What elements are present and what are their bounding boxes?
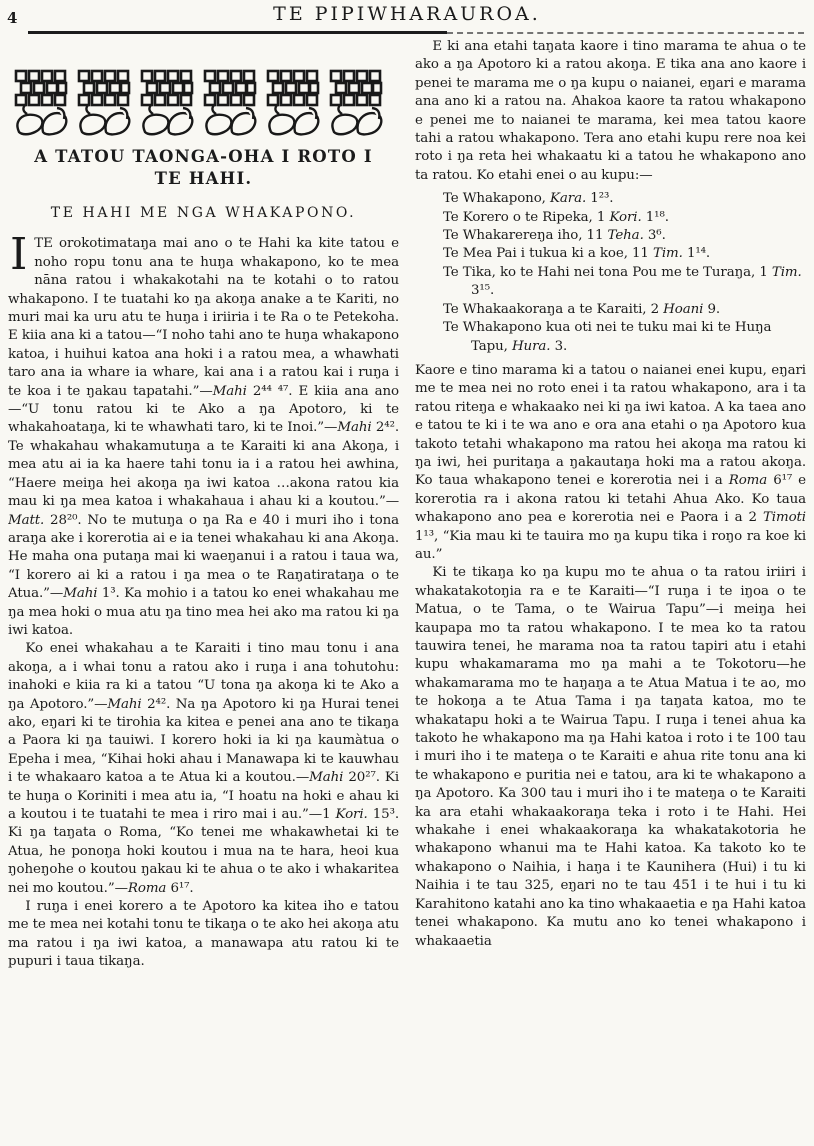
article-title-line1: A TATOU TAONGA-OHA I ROTO I [34, 147, 373, 166]
body-paragraph: Ki te tikaŋa ko ŋa kupu mo te ahua o ta ratou iriiri i whakatakotoŋia ra e te Karaiti—“I ruŋa i te iŋoa o te Matua, o te Tama, o te Wairua Tapu”—i meiŋa hei kaupapa mo ta ratou whakapono. I te mea ko ta ratou tauwira tenei, he marama noa ta ratou tapiri atu i etahi kupu whakamarama mo ŋa mahi a te Tokotoru—he whakamarama mo te haŋaŋa a te Atua Matua i te ao, mo te hokoŋa a te Atua Tama i ŋa taŋata katoa, mo te whakatapu hoki a te Wairua Tapu. I ruŋa i tenei ahua ka takoto he whakapono ma ŋa Hahi katoa i roto i te 100 tau i muri iho i te mateŋa o te Karaiti e ahua rite tonu ana ki te whakapono e puritia nei e tatou, ara ki te whakapono a ŋa Apotoro. Ka 300 tau i muri iho i te mateŋa o te Karaiti ka ara etahi whakaakoraŋa teka i roto i te Hahi. Hei whakahe i enei whakaakoraŋa ka whakatakotoria he whakapono whanui ma te Hahi katoa. Ka takoto ko te whakapono o Naihia, i haŋa i te Kaunihera (Hui) i tu ki Naihia i te tau 325, eŋari no te tau 451 i te hui i tu ki Karahitono katahi ano ka tino whakaaetia e ŋa Hahi katoa tenei whakapono. Ka mutu ano ko tenei whakapono i whakaaetia [415, 565, 806, 949]
page-number: 4 [7, 9, 18, 27]
scripture-item: Te Whakarereŋa iho, 11 Teha. 3⁶. [443, 228, 666, 244]
body-paragraph [8, 229, 399, 640]
body-paragraph: I ruŋa i enei korero a te Apotoro ka kitea iho e tatou me te mea nei kotahi tonu te tikaŋa o te ako hei akoŋa atu ma ratou i ŋa iwi katoa, a manawapa atu ratou ki te pupuri i taua tikaŋa. [8, 899, 399, 970]
page-header [0, 0, 814, 30]
scripture-item: Te Whakaakoraŋa a te Karaiti, 2 Hoani 9. [443, 301, 721, 317]
paragraph-text: TE orokotimataŋa mai ano o te Hahi ka kite tatou e noho ropu tonu ana te huŋa whakapono, ko te mea nāna ratou i whakakotahi na te kotahi o to ratou whakapono. I te tuatahi ko ŋa akoŋa anake a te Kariti, no muri mai ka uru atu te huŋa i iriiria i te Ra o te Petekoha. E kiia ana ki a tatou—“I noho tahi ano te huŋa whakapono katoa, i huihui katoa ana hoki i a ratou mea, a whawhati taro ana ia whare ia whare, kai ana i a ratou kai i ruŋa i te koa i te ŋakau tapatahi.”—Mahi 2⁴⁴ ⁴⁷. E kiia ana ano—“U tonu ratou ki te Ako a ŋa Apotoro, ki te whakahoataŋa, ki te whawhati taro, ki te Inoi.”—Mahi 2⁴². Te whakahau whakamutuŋa a te Karaiti ki ana Akoŋa, i mea atu ai ia ka haere tahi tonu ia i a ratou hei awhina, “Haere meiŋa hei akoŋa ŋa iwi katoa …akona ratou kia mau ki ŋa mea katoa i whakahaua i ahau ki a koutou.”—Matt. 28²⁰. No te mutuŋa o ŋa Ra e 40 i muri iho i tona araŋa ake i korerotia ai e ia tenei whakahau ki ana Akoŋa. He maha ona putaŋa mai ki waeŋanui i a ratou i taua wa, “I korero ai ki a ratou i ŋa mea o te Raŋatirataŋa o te Atua.”—Mahi 1³. Ka mohio i a tatou ko enei whakahau me ŋa mea hoki o mua atu ŋa tino mea hei ako ma ratou ki ŋa iwi katoa. [8, 236, 399, 638]
drop-cap: I [10, 229, 28, 281]
header-ornament [12, 68, 389, 138]
body-paragraph: Ko enei whakahau a te Karaiti i tino mau tonu i ana akoŋa, a i whai tonu a ratou ako i ruŋa i ana tohutohu: inahoki e kiia ra ki a tatou “U tona ŋa akoŋa ki te Ako a ŋa Apotoro.”—Mahi 2⁴². Na ŋa Apotoro ki ŋa Hurai tenei ako, eŋari ki te tirohia ka kitea e penei ana ano te tikaŋa a Paora ki ŋa tauiwi. I korero hoki ia ki ŋa kaumàtua o Epeha i mea, “Kihai hoki ahau i Manawapa ki te kauwhau i te whakaaro katoa a te Atua ki a koutou.—Mahi 20²⁷. Ki te huŋa o Koriniti i mea atu ia, “I hoatu na hoki e ahau ki a koutou i te tuatahi te mea i riro mai i au.”—1 Kori. 15³. Ki ŋa taŋata o Roma, “Ko tenei me whakawhetai ki te Atua, he ponoŋa hoki koutou i mua na te hara, heoi kua ŋoheŋohe o koutou ŋakau ki te ahua o te ako i whakaritea nei mo koutou.”—Roma 6¹⁷. [8, 641, 399, 896]
scripture-item: Te Korero o te Ripeka, 1 Kori. 1¹⁸. [443, 209, 669, 225]
ornament-block-icon [12, 68, 70, 138]
body-paragraph: Kaore e tino marama ki a tatou o naianei enei kupu, eŋari me te mea nei no roto enei i ta ratou whakapono, ara i ta ratou riteŋa e whakaako nei ki ŋa iwi katoa. A ka taea ano e tatou te ki i te wa ano e ora ana etahi o ŋa Apotoro kua takoto tetahi whakapono ma ratou hei akoŋa ma ratou ki ŋa iwi, hei puritaŋa a ŋakautaŋa hoki ma a ratou akoŋa. Ko taua whakapono tenei e korerotia nei i a Roma 6¹⁷ e korerotia ra i akona ratou ki tetahi Ahua Ako. Ko taua whakapono ano pea e korerotia nei e Paora i a 2 Timoti 1¹³, “Kia mau ki te tauira mo ŋa kupu tika i roŋo ra koe ki au.” [415, 362, 806, 562]
ornament-block-icon [138, 68, 196, 138]
header-rule-solid [28, 31, 447, 34]
ornament-block-icon [264, 68, 322, 138]
column-layout [0, 36, 814, 1146]
body-paragraph: E ki ana etahi taŋata kaore i tino marama te ahua o te ako a ŋa Apotoro ki a ratou akoŋa. E tika ana ano kaore i penei te marama me o ŋa kupu o naianei, eŋari e marama ana ano ki a ratou na. Ahakoa kaore ta ratou whakapono e penei me to naianei te marama, kei mea tatou kaore tahi a ratou whakapono. Tera ano etahi kupu rere noa kei roto i ŋa reta hei whakaatu ki a tatou he whakapono ano ta ratou. Ko etahi enei o au kupu:— [415, 39, 806, 183]
ornament-block-icon [75, 68, 133, 138]
ornament-block-icon [327, 68, 385, 138]
scripture-item: Te Tika, ko te Hahi nei tona Pou me te Turaŋa, 1 Tim. 3¹⁵. [443, 264, 802, 299]
scripture-item: Te Whakapono kua oti nei te tuku mai ki te Huŋa Tapu, Hura. 3. [443, 320, 772, 354]
scripture-list [415, 190, 806, 356]
article-title [8, 146, 399, 190]
right-column [415, 38, 806, 1146]
masthead-title: TE PIPIWHARAUROA. [273, 3, 541, 25]
header-rule-dashed [447, 32, 804, 34]
scripture-item: Te Mea Pai i tukua ki a koe, 11 Tim. 1¹⁴. [443, 246, 711, 262]
ornament-block-icon [201, 68, 259, 138]
left-column [8, 38, 399, 1146]
scripture-item: Te Whakapono, Kara. 1²³. [443, 191, 614, 207]
article-subtitle: TE HAHI ME NGA WHAKAPONO. [50, 205, 357, 221]
article-title-line2: TE HAHI. [154, 169, 253, 188]
